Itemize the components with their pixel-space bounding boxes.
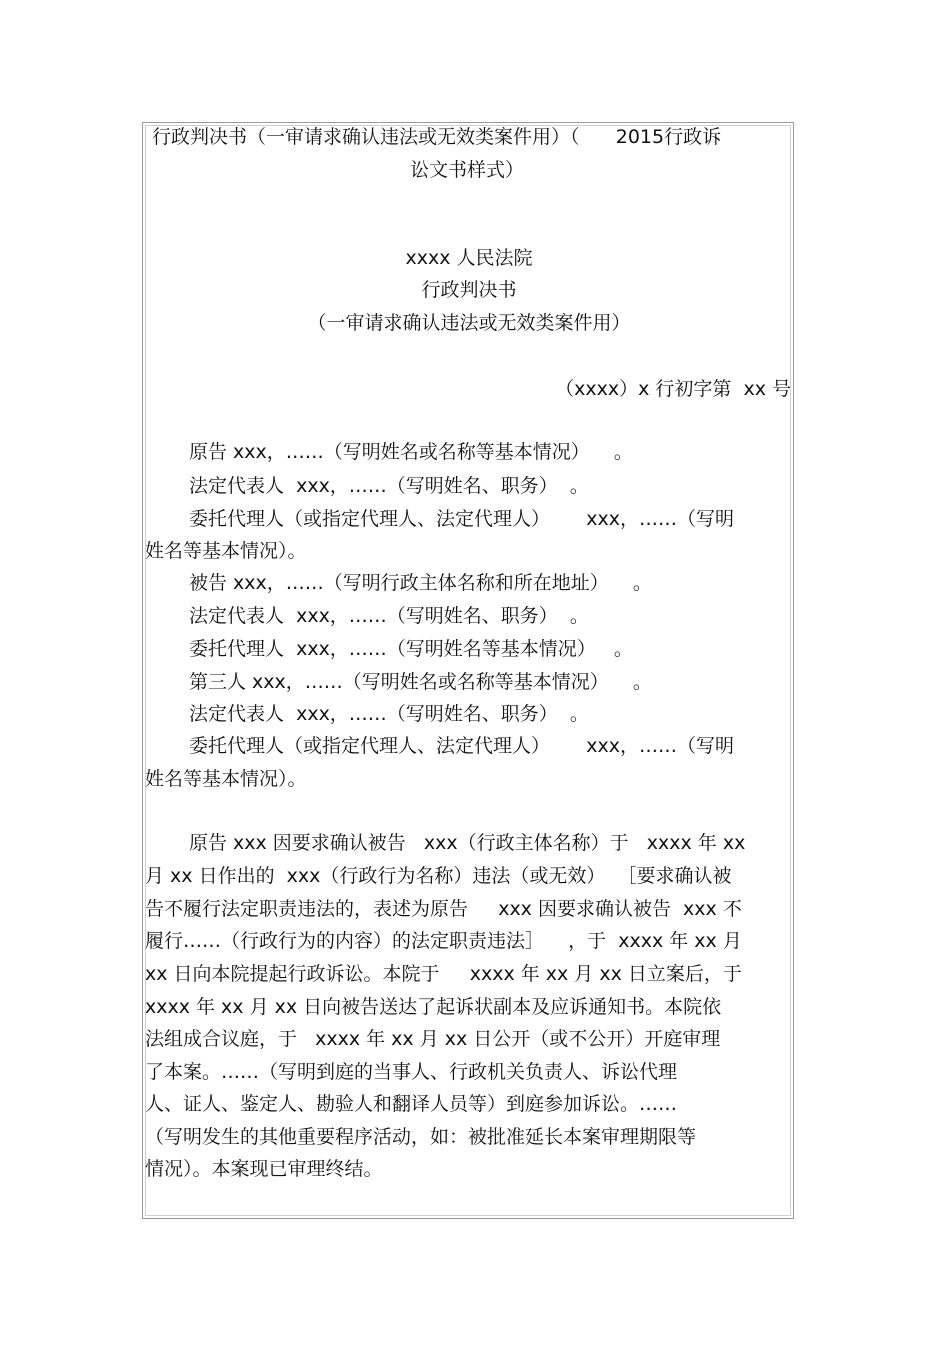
body-line-1: 原告 xxx 因要求确认被告 xxx（行政主体名称）于 xxxx 年 xx xyxy=(189,832,746,854)
party-plaintiff: 原告 xxx，……（写明姓名或名称等基本情况） 。 xyxy=(189,441,633,463)
party-defendant-legal-rep: 法定代表人 xxx，……（写明姓名、职务） 。 xyxy=(189,605,589,627)
body-line-5: xx 日向本院提起行政诉讼。本院于 xxxx 年 xx 月 xx 日立案后，于 xyxy=(145,963,742,985)
party-third: 第三人 xxx，……（写明姓名或名称等基本情况） 。 xyxy=(189,671,652,693)
party-third-legal-rep: 法定代表人 xxx，……（写明姓名、职务） 。 xyxy=(189,703,589,725)
body-line-7: 法组成合议庭，于 xxxx 年 xx 月 xx 日公开（或不公开）开庭审理 xyxy=(145,1028,721,1050)
party-defendant-agent: 委托代理人 xxx，……（写明姓名等基本情况） 。 xyxy=(189,638,633,660)
party-third-agent-cont: 姓名等基本情况）。 xyxy=(145,768,307,790)
party-defendant: 被告 xxx，……（写明行政主体名称和所在地址） 。 xyxy=(189,572,652,594)
document-title-line-1: 行政判决书（一审请求确认违法或无效类案件用）（ 2015行政诉 xyxy=(152,126,722,148)
body-line-9: 人、证人、鉴定人、勘验人和翻译人员等）到庭参加诉讼。…… xyxy=(145,1093,678,1115)
court-name: xxxx 人民法院 xyxy=(405,247,533,269)
body-line-10: （写明发生的其他重要程序活动，如：被批准延长本案审理期限等 xyxy=(145,1126,697,1148)
document-type: 行政判决书 xyxy=(421,279,517,301)
document-subtitle: （一审请求确认违法或无效类案件用） xyxy=(307,312,631,334)
party-third-agent: 委托代理人（或指定代理人、法定代理人） xxx，……（写明 xyxy=(189,735,734,757)
body-line-3: 告不履行法定职责违法的，表述为原告 xxx 因要求确认被告 xxx 不 xyxy=(145,898,742,920)
body-line-6: xxxx 年 xx 月 xx 日向被告送达了起诉状副本及应诉通知书。本院依 xyxy=(145,996,722,1018)
body-line-2: 月 xx 日作出的 xxx（行政行为名称）违法（或无效） ［要求确认被 xyxy=(145,865,732,887)
case-number: （xxxx）x 行初字第 xx 号 xyxy=(555,378,791,400)
body-line-11: 情况）。本案现已审理终结。 xyxy=(145,1158,383,1180)
party-plaintiff-legal-rep: 法定代表人 xxx，……（写明姓名、职务） 。 xyxy=(189,475,589,497)
party-plaintiff-agent: 委托代理人（或指定代理人、法定代理人） xxx，……（写明 xyxy=(189,508,734,530)
party-plaintiff-agent-cont: 姓名等基本情况）。 xyxy=(145,540,307,562)
document-title-line-2: 讼文书样式） xyxy=(409,159,524,181)
body-line-4: 履行……（行政行为的内容）的法定职责违法］ ，于 xxxx 年 xx 月 xyxy=(145,930,742,952)
body-line-8: 了本案。……（写明到庭的当事人、行政机关负责人、诉讼代理 xyxy=(145,1061,678,1083)
